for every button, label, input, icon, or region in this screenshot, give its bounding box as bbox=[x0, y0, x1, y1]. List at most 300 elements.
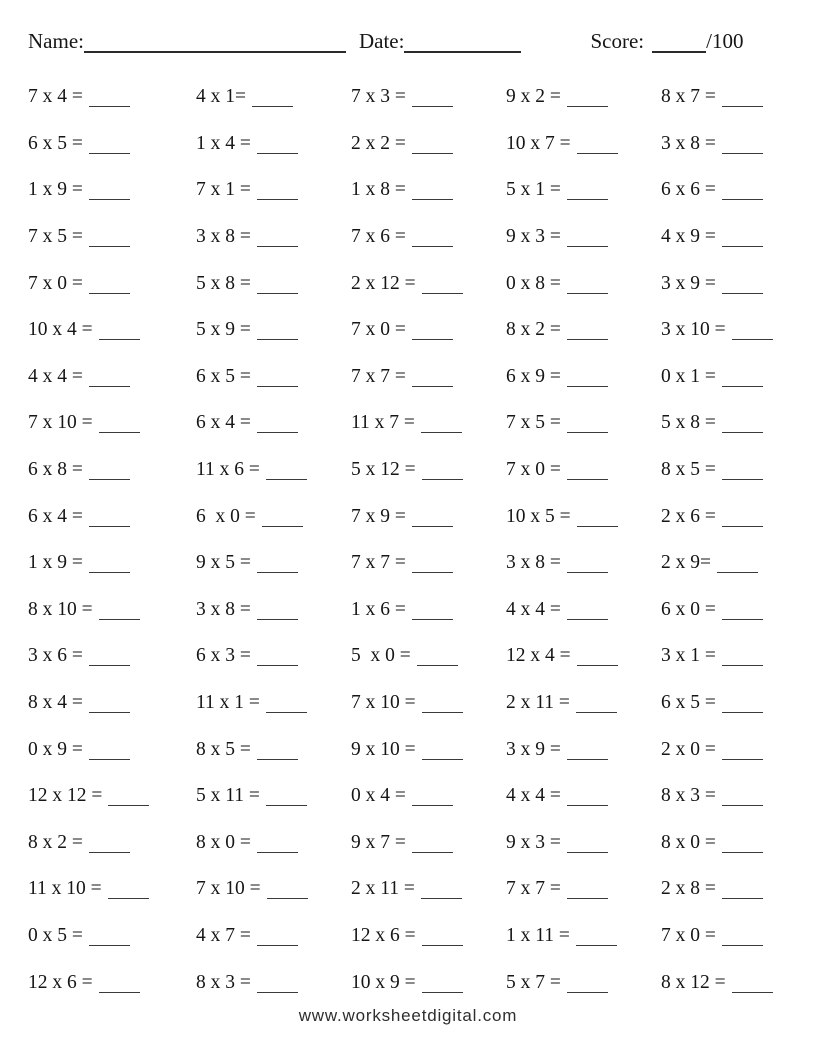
answer-blank-line bbox=[722, 385, 763, 387]
answer-blank-line bbox=[267, 897, 308, 899]
problem-expression: 12 x 4 = bbox=[506, 645, 571, 667]
problem bbox=[196, 552, 351, 574]
problem-expression: 0 x 5 = bbox=[28, 924, 83, 946]
problem-expression: 11 x 1 = bbox=[196, 692, 260, 714]
answer-blank-line bbox=[89, 105, 130, 107]
problem-expression: 7 x 0 = bbox=[28, 272, 83, 294]
problem bbox=[196, 692, 351, 714]
problem bbox=[28, 506, 196, 528]
problem bbox=[28, 459, 196, 481]
problem-expression: 11 x 7 = bbox=[351, 412, 415, 434]
answer-blank-line bbox=[722, 478, 763, 480]
answer-blank-line bbox=[567, 571, 608, 573]
answer-blank-line bbox=[257, 245, 298, 247]
problem-expression: 3 x 10 = bbox=[661, 319, 726, 341]
answer-blank-line bbox=[89, 664, 130, 666]
answer-blank-line bbox=[567, 897, 608, 899]
problem-expression: 2 x 2 = bbox=[351, 132, 406, 154]
answer-blank-line bbox=[412, 804, 453, 806]
answer-blank-line bbox=[266, 478, 307, 480]
answer-blank-line bbox=[89, 152, 130, 154]
problem bbox=[506, 692, 661, 714]
answer-blank-line bbox=[89, 944, 130, 946]
problem-expression: 8 x 3 = bbox=[661, 785, 716, 807]
problem-expression: 0 x 9 = bbox=[28, 738, 83, 760]
answer-blank-line bbox=[722, 944, 763, 946]
problem-expression: 9 x 2 = bbox=[506, 86, 561, 108]
problem bbox=[506, 739, 661, 761]
problem bbox=[351, 319, 506, 341]
answer-blank-line bbox=[577, 152, 618, 154]
name-label: Name: bbox=[28, 29, 84, 53]
problem bbox=[506, 552, 661, 574]
problem-expression: 9 x 7 = bbox=[351, 831, 406, 853]
answer-blank-line bbox=[422, 478, 463, 480]
problem-expression: 3 x 8 = bbox=[196, 598, 251, 620]
problem-expression: 3 x 8 = bbox=[196, 226, 251, 248]
problem-expression: 6 x 0 = bbox=[196, 505, 256, 527]
answer-blank-line bbox=[577, 664, 618, 666]
problem bbox=[506, 506, 661, 528]
problem bbox=[28, 133, 196, 155]
answer-blank-line bbox=[732, 991, 773, 993]
problems-grid bbox=[28, 74, 813, 1006]
answer-blank-line bbox=[722, 198, 763, 200]
problem-expression: 5 x 9 = bbox=[196, 319, 251, 341]
problem-expression: 6 x 4 = bbox=[28, 505, 83, 527]
problem bbox=[28, 972, 196, 994]
problem bbox=[506, 599, 661, 621]
problem-expression: 8 x 2 = bbox=[506, 319, 561, 341]
problem bbox=[506, 878, 661, 900]
problem-expression: 7 x 3 = bbox=[351, 86, 406, 108]
answer-blank-line bbox=[722, 245, 763, 247]
problem bbox=[661, 972, 813, 994]
score-blank-line bbox=[652, 49, 706, 53]
answer-blank-line bbox=[722, 431, 763, 433]
answer-blank-line bbox=[257, 152, 298, 154]
problem-expression: 8 x 2 = bbox=[28, 831, 83, 853]
problem bbox=[28, 832, 196, 854]
problem-expression: 2 x 11 = bbox=[351, 878, 415, 900]
problem-expression: 2 x 8 = bbox=[661, 878, 716, 900]
answer-blank-line bbox=[89, 385, 130, 387]
problem-expression: 8 x 5 = bbox=[196, 738, 251, 760]
answer-blank-line bbox=[722, 897, 763, 899]
answer-blank-line bbox=[89, 525, 130, 527]
answer-blank-line bbox=[257, 618, 298, 620]
problem bbox=[28, 179, 196, 201]
answer-blank-line bbox=[722, 851, 763, 853]
problem bbox=[28, 645, 196, 667]
problem bbox=[28, 785, 196, 807]
problem-expression: 7 x 7 = bbox=[351, 365, 406, 387]
answer-blank-line bbox=[89, 478, 130, 480]
problem-expression: 1 x 9 = bbox=[28, 552, 83, 574]
problem-expression: 7 x 1 = bbox=[196, 179, 251, 201]
date-blank-line bbox=[404, 49, 521, 53]
answer-blank-line bbox=[417, 664, 458, 666]
problem bbox=[196, 645, 351, 667]
name-field bbox=[28, 30, 346, 53]
answer-blank-line bbox=[412, 385, 453, 387]
answer-blank-line bbox=[567, 385, 608, 387]
problem bbox=[506, 972, 661, 994]
problem-expression: 7 x 10 = bbox=[351, 692, 416, 714]
problem bbox=[196, 226, 351, 248]
problem-expression: 6 x 8 = bbox=[28, 459, 83, 481]
footer bbox=[0, 1006, 816, 1026]
problem-expression: 9 x 3 = bbox=[506, 831, 561, 853]
problem bbox=[661, 552, 813, 574]
answer-blank-line bbox=[576, 711, 617, 713]
answer-blank-line bbox=[99, 338, 140, 340]
answer-blank-line bbox=[89, 851, 130, 853]
problem bbox=[661, 506, 813, 528]
problem-expression: 5 x 11 = bbox=[196, 785, 260, 807]
answer-blank-line bbox=[567, 338, 608, 340]
problem bbox=[661, 133, 813, 155]
answer-blank-line bbox=[722, 618, 763, 620]
problem-expression: 6 x 5 = bbox=[661, 692, 716, 714]
answer-blank-line bbox=[89, 198, 130, 200]
answer-blank-line bbox=[266, 804, 307, 806]
problem-expression: 6 x 4 = bbox=[196, 412, 251, 434]
problem bbox=[506, 179, 661, 201]
name-blank-line bbox=[84, 49, 346, 53]
answer-blank-line bbox=[422, 758, 463, 760]
answer-blank-line bbox=[257, 292, 298, 294]
problem bbox=[506, 319, 661, 341]
problem-expression: 7 x 7 = bbox=[506, 878, 561, 900]
problem-expression: 1 x 9 = bbox=[28, 179, 83, 201]
problem bbox=[28, 319, 196, 341]
problem-expression: 7 x 5 = bbox=[28, 226, 83, 248]
problem-expression: 5 x 0 = bbox=[351, 645, 411, 667]
answer-blank-line bbox=[257, 571, 298, 573]
problem bbox=[506, 273, 661, 295]
problem bbox=[351, 552, 506, 574]
answer-blank-line bbox=[567, 991, 608, 993]
answer-blank-line bbox=[421, 897, 462, 899]
problem-expression: 1 x 11 = bbox=[506, 924, 570, 946]
problem-expression: 7 x 5 = bbox=[506, 412, 561, 434]
answer-blank-line bbox=[567, 431, 608, 433]
answer-blank-line bbox=[262, 525, 303, 527]
problem-expression: 8 x 0 = bbox=[196, 831, 251, 853]
score-denominator: /100 bbox=[706, 29, 744, 53]
problem-expression: 12 x 12 = bbox=[28, 785, 103, 807]
problem-expression: 3 x 8 = bbox=[506, 552, 561, 574]
problem bbox=[196, 878, 351, 900]
problem-expression: 10 x 5 = bbox=[506, 505, 571, 527]
problem-expression: 4 x 4 = bbox=[506, 785, 561, 807]
answer-blank-line bbox=[722, 758, 763, 760]
problem-expression: 5 x 8 = bbox=[661, 412, 716, 434]
date-field bbox=[359, 30, 521, 53]
answer-blank-line bbox=[567, 804, 608, 806]
problem-expression: 3 x 9 = bbox=[661, 272, 716, 294]
problem-expression: 6 x 5 = bbox=[28, 132, 83, 154]
answer-blank-line bbox=[412, 525, 453, 527]
problem bbox=[661, 599, 813, 621]
problem bbox=[661, 459, 813, 481]
answer-blank-line bbox=[412, 245, 453, 247]
problem-expression: 10 x 9 = bbox=[351, 971, 416, 993]
answer-blank-line bbox=[108, 804, 149, 806]
answer-blank-line bbox=[257, 991, 298, 993]
problem bbox=[506, 645, 661, 667]
problem bbox=[351, 599, 506, 621]
answer-blank-line bbox=[722, 152, 763, 154]
problem-expression: 7 x 10 = bbox=[196, 878, 261, 900]
problem bbox=[351, 692, 506, 714]
problem bbox=[661, 739, 813, 761]
problem bbox=[351, 412, 506, 434]
answer-blank-line bbox=[567, 758, 608, 760]
problem bbox=[661, 273, 813, 295]
answer-blank-line bbox=[412, 618, 453, 620]
problem-expression: 1 x 8 = bbox=[351, 179, 406, 201]
answer-blank-line bbox=[257, 664, 298, 666]
answer-blank-line bbox=[722, 664, 763, 666]
problem bbox=[196, 506, 351, 528]
problem bbox=[28, 226, 196, 248]
problem-expression: 8 x 5 = bbox=[661, 459, 716, 481]
answer-blank-line bbox=[89, 758, 130, 760]
problem-expression: 12 x 6 = bbox=[351, 924, 416, 946]
problem-expression: 8 x 12 = bbox=[661, 971, 726, 993]
score-label: Score: bbox=[590, 29, 645, 53]
problem-expression: 2 x 11 = bbox=[506, 692, 570, 714]
problem bbox=[28, 86, 196, 108]
answer-blank-line bbox=[89, 711, 130, 713]
problem-expression: 7 x 7 = bbox=[351, 552, 406, 574]
problem bbox=[28, 739, 196, 761]
answer-blank-line bbox=[252, 105, 293, 107]
score-field bbox=[590, 30, 743, 53]
problem-expression: 5 x 1 = bbox=[506, 179, 561, 201]
problem bbox=[28, 878, 196, 900]
worksheet-header bbox=[28, 30, 786, 53]
problem bbox=[661, 878, 813, 900]
answer-blank-line bbox=[412, 851, 453, 853]
problem-expression: 2 x 0 = bbox=[661, 738, 716, 760]
answer-blank-line bbox=[257, 758, 298, 760]
problem bbox=[506, 459, 661, 481]
problem bbox=[506, 785, 661, 807]
problem-expression: 2 x 12 = bbox=[351, 272, 416, 294]
answer-blank-line bbox=[717, 571, 758, 573]
answer-blank-line bbox=[412, 571, 453, 573]
answer-blank-line bbox=[567, 851, 608, 853]
problem bbox=[196, 832, 351, 854]
problem-expression: 7 x 4 = bbox=[28, 86, 83, 108]
answer-blank-line bbox=[99, 991, 140, 993]
answer-blank-line bbox=[567, 478, 608, 480]
answer-blank-line bbox=[257, 385, 298, 387]
problem bbox=[351, 133, 506, 155]
problem bbox=[661, 319, 813, 341]
problem-expression: 7 x 6 = bbox=[351, 226, 406, 248]
problem bbox=[661, 412, 813, 434]
problem bbox=[196, 739, 351, 761]
answer-blank-line bbox=[421, 431, 462, 433]
problem bbox=[196, 133, 351, 155]
problem bbox=[351, 179, 506, 201]
problem bbox=[661, 226, 813, 248]
date-label: Date: bbox=[358, 29, 405, 53]
problem-expression: 3 x 9 = bbox=[506, 738, 561, 760]
answer-blank-line bbox=[567, 245, 608, 247]
problem bbox=[28, 925, 196, 947]
problem-expression: 6 x 5 = bbox=[196, 365, 251, 387]
problem bbox=[351, 366, 506, 388]
problem bbox=[351, 645, 506, 667]
problem bbox=[506, 412, 661, 434]
problem bbox=[506, 925, 661, 947]
problem bbox=[196, 273, 351, 295]
answer-blank-line bbox=[266, 711, 307, 713]
problem-expression: 0 x 8 = bbox=[506, 272, 561, 294]
answer-blank-line bbox=[577, 525, 618, 527]
problem-expression: 5 x 12 = bbox=[351, 459, 416, 481]
problem bbox=[196, 179, 351, 201]
problem-expression: 6 x 0 = bbox=[661, 598, 716, 620]
problem bbox=[661, 366, 813, 388]
problem bbox=[196, 366, 351, 388]
problem-expression: 2 x 9= bbox=[661, 552, 711, 574]
answer-blank-line bbox=[412, 198, 453, 200]
problem bbox=[661, 832, 813, 854]
problem bbox=[28, 273, 196, 295]
problem bbox=[28, 366, 196, 388]
problem bbox=[351, 832, 506, 854]
problem-expression: 4 x 4 = bbox=[506, 598, 561, 620]
problem-expression: 5 x 8 = bbox=[196, 272, 251, 294]
answer-blank-line bbox=[108, 897, 149, 899]
problem-expression: 1 x 6 = bbox=[351, 598, 406, 620]
problem-expression: 9 x 3 = bbox=[506, 226, 561, 248]
problem-expression: 7 x 0 = bbox=[506, 459, 561, 481]
answer-blank-line bbox=[722, 711, 763, 713]
answer-blank-line bbox=[422, 292, 463, 294]
problem-expression: 8 x 0 = bbox=[661, 831, 716, 853]
answer-blank-line bbox=[257, 944, 298, 946]
problem-expression: 8 x 7 = bbox=[661, 86, 716, 108]
answer-blank-line bbox=[422, 711, 463, 713]
answer-blank-line bbox=[89, 292, 130, 294]
problem bbox=[506, 226, 661, 248]
problem bbox=[506, 133, 661, 155]
problem bbox=[661, 925, 813, 947]
problem bbox=[661, 692, 813, 714]
answer-blank-line bbox=[567, 292, 608, 294]
problem bbox=[506, 366, 661, 388]
answer-blank-line bbox=[257, 431, 298, 433]
problem bbox=[661, 645, 813, 667]
problem bbox=[196, 459, 351, 481]
problem-expression: 1 x 4 = bbox=[196, 132, 251, 154]
problem-expression: 6 x 9 = bbox=[506, 365, 561, 387]
answer-blank-line bbox=[99, 618, 140, 620]
answer-blank-line bbox=[89, 245, 130, 247]
problem-expression: 0 x 1 = bbox=[661, 365, 716, 387]
problem bbox=[196, 785, 351, 807]
website-url: www.worksheetdigital.com bbox=[298, 1006, 518, 1025]
problem-expression: 6 x 3 = bbox=[196, 645, 251, 667]
problem-expression: 9 x 10 = bbox=[351, 738, 416, 760]
problem bbox=[351, 86, 506, 108]
answer-blank-line bbox=[722, 804, 763, 806]
problem-expression: 0 x 4 = bbox=[351, 785, 406, 807]
problem bbox=[196, 86, 351, 108]
problem bbox=[661, 785, 813, 807]
problem-expression: 7 x 10 = bbox=[28, 412, 93, 434]
problem bbox=[351, 878, 506, 900]
problem-expression: 8 x 4 = bbox=[28, 692, 83, 714]
problem-expression: 4 x 1= bbox=[196, 86, 246, 108]
problem bbox=[351, 972, 506, 994]
problem-expression: 11 x 6 = bbox=[196, 459, 260, 481]
problem-expression: 2 x 6 = bbox=[661, 505, 716, 527]
problem bbox=[351, 226, 506, 248]
problem-expression: 9 x 5 = bbox=[196, 552, 251, 574]
problem-expression: 5 x 7 = bbox=[506, 971, 561, 993]
problem bbox=[506, 832, 661, 854]
answer-blank-line bbox=[257, 198, 298, 200]
problem bbox=[196, 972, 351, 994]
problem-expression: 11 x 10 = bbox=[28, 878, 102, 900]
answer-blank-line bbox=[99, 431, 140, 433]
answer-blank-line bbox=[576, 944, 617, 946]
answer-blank-line bbox=[257, 338, 298, 340]
problem bbox=[661, 179, 813, 201]
problem-expression: 10 x 7 = bbox=[506, 132, 571, 154]
answer-blank-line bbox=[722, 292, 763, 294]
problem-expression: 12 x 6 = bbox=[28, 971, 93, 993]
problem bbox=[28, 412, 196, 434]
problem-expression: 10 x 4 = bbox=[28, 319, 93, 341]
problem-expression: 8 x 10 = bbox=[28, 598, 93, 620]
problem bbox=[351, 273, 506, 295]
answer-blank-line bbox=[412, 105, 453, 107]
problem bbox=[196, 319, 351, 341]
problem-expression: 6 x 6 = bbox=[661, 179, 716, 201]
answer-blank-line bbox=[257, 851, 298, 853]
problem-expression: 4 x 4 = bbox=[28, 365, 83, 387]
answer-blank-line bbox=[722, 525, 763, 527]
problem bbox=[28, 692, 196, 714]
problem-expression: 4 x 9 = bbox=[661, 226, 716, 248]
answer-blank-line bbox=[412, 152, 453, 154]
problem-expression: 3 x 6 = bbox=[28, 645, 83, 667]
problem-expression: 7 x 0 = bbox=[661, 924, 716, 946]
problem-expression: 8 x 3 = bbox=[196, 971, 251, 993]
problem bbox=[351, 459, 506, 481]
problem bbox=[28, 552, 196, 574]
problem-expression: 3 x 1 = bbox=[661, 645, 716, 667]
answer-blank-line bbox=[422, 991, 463, 993]
problem-expression: 7 x 0 = bbox=[351, 319, 406, 341]
problem-expression: 4 x 7 = bbox=[196, 924, 251, 946]
answer-blank-line bbox=[412, 338, 453, 340]
answer-blank-line bbox=[567, 105, 608, 107]
problem bbox=[351, 925, 506, 947]
problem bbox=[28, 599, 196, 621]
problem bbox=[351, 506, 506, 528]
problem bbox=[506, 86, 661, 108]
